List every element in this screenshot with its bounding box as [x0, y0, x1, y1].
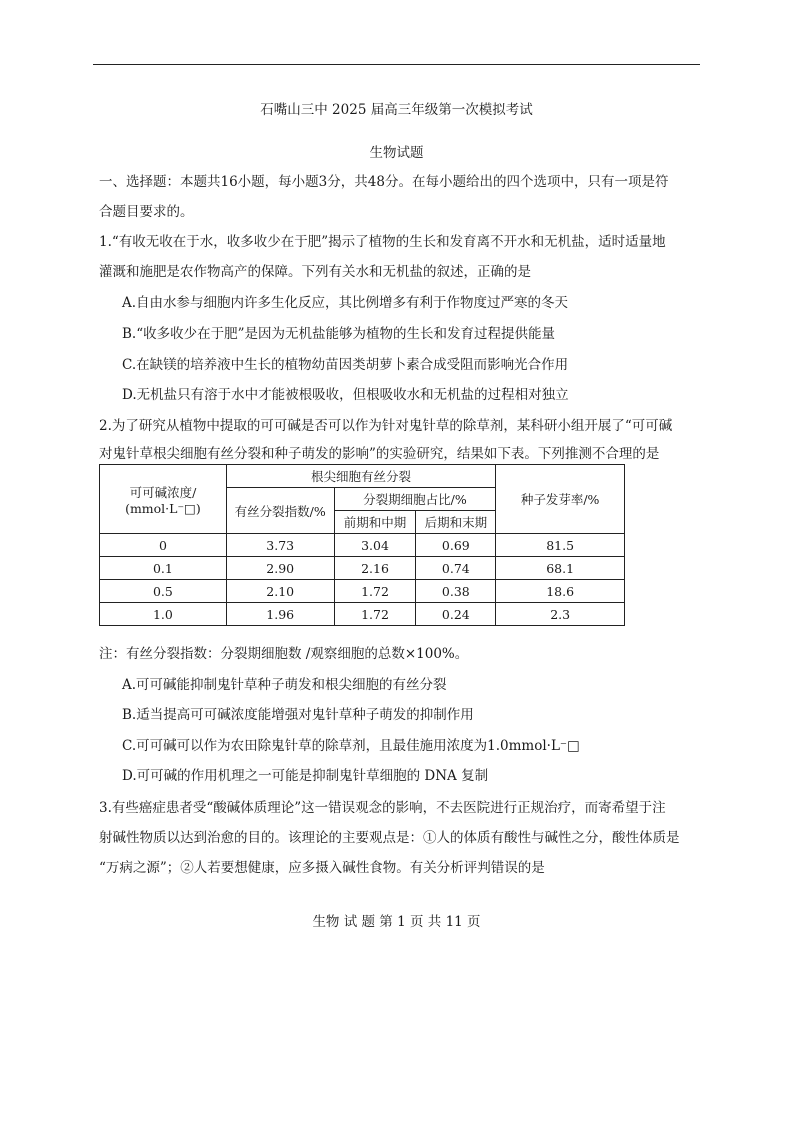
- cell-concentration: 0.5: [100, 580, 227, 603]
- question-2-option-d: D.可可碱的作用机理之一可能是抑制鬼针草细胞的 DNA 复制: [122, 768, 489, 784]
- cell-germination: 2.3: [496, 603, 625, 626]
- cell-anaphase-telophase: 0.38: [416, 580, 496, 603]
- header-anaphase-telophase: 后期和末期: [416, 511, 496, 534]
- cell-mitotic-index: 1.96: [226, 603, 334, 626]
- cell-concentration: 0: [100, 534, 227, 557]
- header-concentration: [100, 465, 227, 534]
- cell-anaphase-telophase: 0.24: [416, 603, 496, 626]
- table-row: [100, 534, 625, 557]
- section-intro-line2: 合题目要求的。: [99, 204, 194, 220]
- question-1-stem-line1: 1.“有收无收在于水，收多收少在于肥”揭示了植物的生长和发育离不开水和无机盐，适时适量地: [99, 234, 666, 250]
- header-germination: 种子发芽率/%: [496, 465, 625, 534]
- cell-prophase-metaphase: 1.72: [334, 603, 416, 626]
- question-2-option-b: B.适当提高可可碱浓度能增强对鬼针草种子萌发的抑制作用: [122, 707, 474, 723]
- results-table: [99, 464, 625, 626]
- cell-mitotic-index: 2.90: [226, 557, 334, 580]
- header-division-ratio: 分裂期细胞占比/%: [334, 488, 496, 511]
- table-row: [100, 603, 625, 626]
- question-3-stem-line1: 3.有些癌症患者受“酸碱体质理论”这一错误观念的影响，不去医院进行正规治疗，而寄希望于注: [99, 800, 666, 816]
- question-2-stem-line1: 2.为了研究从植物中提取的可可碱是否可以作为针对鬼针草的除草剂，某科研小组开展了“可可碱: [99, 418, 673, 434]
- top-rule: [93, 64, 700, 65]
- question-1-option-a: A.自由水参与细胞内许多生化反应，其比例增多有利于作物度过严寒的冬天: [122, 295, 569, 311]
- cell-mitotic-index: 3.73: [226, 534, 334, 557]
- question-2-stem-line2: 对鬼针草根尖细胞有丝分裂和种子萌发的影响”的实验研究，结果如下表。下列推测不合理的是: [99, 446, 660, 462]
- cell-germination: 68.1: [496, 557, 625, 580]
- table-row: [100, 557, 625, 580]
- section-intro-line1: 一、选择题：本题共16小题，每小题3分，共48分。在每小题给出的四个选项中，只有一项是符: [99, 174, 669, 190]
- question-1-stem-line2: 灌溉和施肥是农作物高产的保障。下列有关水和无机盐的叙述，正确的是: [99, 264, 531, 280]
- cell-prophase-metaphase: 3.04: [334, 534, 416, 557]
- subject-title: 生物试题: [369, 145, 424, 161]
- question-3-stem-line3: “万病之源”；②人若要想健康，应多摄入碱性食物。有关分析评判错误的是: [99, 860, 545, 876]
- table-row: [100, 580, 625, 603]
- page-footer: 生物 试 题 第 1 页 共 11 页: [312, 914, 481, 930]
- exam-title: 石嘴山三中 2025 届高三年级第一次模拟考试: [260, 102, 533, 118]
- cell-anaphase-telophase: 0.69: [416, 534, 496, 557]
- header-concentration-label: 可可碱浓度/: [129, 484, 197, 500]
- header-prophase-metaphase: 前期和中期: [334, 511, 416, 534]
- question-2-note: 注：有丝分裂指数：分裂期细胞数 /观察细胞的总数×100%。: [99, 646, 469, 662]
- question-2-option-a: A.可可碱能抑制鬼针草种子萌发和根尖细胞的有丝分裂: [122, 677, 447, 693]
- cell-mitotic-index: 2.10: [226, 580, 334, 603]
- header-mitosis-group: 根尖细胞有丝分裂: [226, 465, 495, 488]
- cell-germination: 18.6: [496, 580, 625, 603]
- cell-prophase-metaphase: 1.72: [334, 580, 416, 603]
- cell-anaphase-telophase: 0.74: [416, 557, 496, 580]
- header-concentration-unit: (mmol·L⁻□): [125, 500, 201, 516]
- question-1-option-c: C.在缺镁的培养液中生长的植物幼苗因类胡萝卜素合成受阻而影响光合作用: [122, 357, 569, 373]
- cell-prophase-metaphase: 2.16: [334, 557, 416, 580]
- cell-germination: 81.5: [496, 534, 625, 557]
- question-1-option-b: B.“收多收少在于肥”是因为无机盐能够为植物的生长和发育过程提供能量: [122, 326, 556, 342]
- header-mitotic-index: 有丝分裂指数/%: [226, 488, 334, 534]
- question-1-option-d: D.无机盐只有溶于水中才能被根吸收，但根吸收水和无机盐的过程相对独立: [122, 387, 569, 403]
- cell-concentration: 0.1: [100, 557, 227, 580]
- question-2-option-c: C.可可碱可以作为农田除鬼针草的除草剂，且最佳施用浓度为1.0mmol·L⁻□: [122, 738, 580, 754]
- question-3-stem-line2: 射碱性物质以达到治愈的目的。该理论的主要观点是：①人的体质有酸性与碱性之分，酸性体质是: [99, 830, 680, 846]
- cell-concentration: 1.0: [100, 603, 227, 626]
